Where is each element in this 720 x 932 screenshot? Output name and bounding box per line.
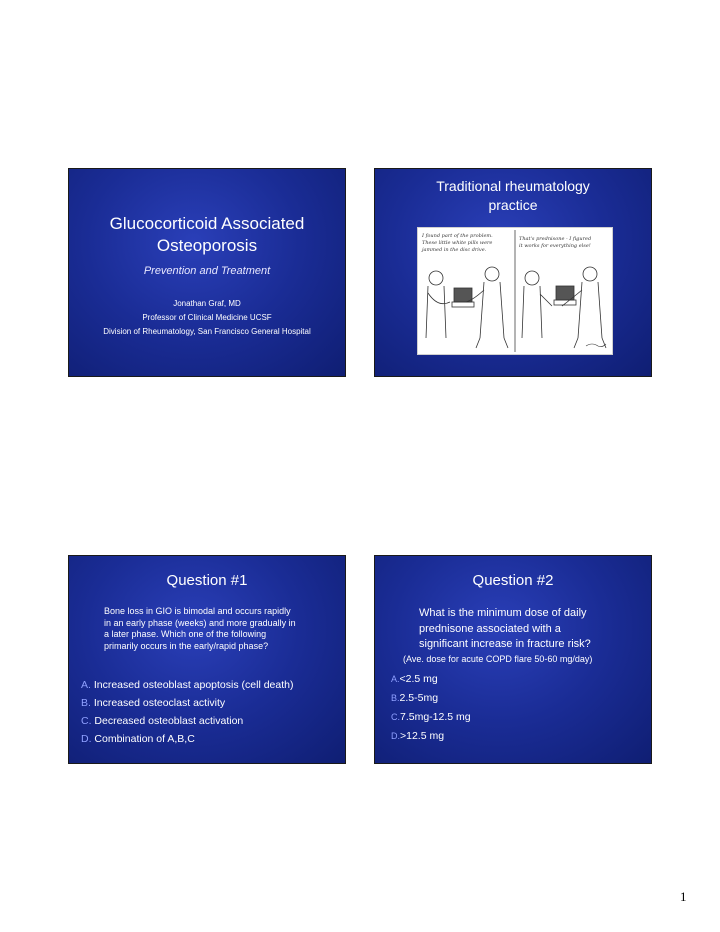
- cartoon-caption-left-2: These little white pills were: [422, 240, 493, 246]
- cartoon-image: [417, 227, 613, 355]
- question-note: (Ave. dose for acute COPD flare 50-60 mg/day): [403, 654, 593, 664]
- cartoon-caption-right-2: it works for everything else!: [519, 243, 591, 249]
- author-position: Professor of Clinical Medicine UCSF: [142, 313, 272, 322]
- slide-question-2: [374, 555, 652, 764]
- slide-title: [68, 168, 346, 377]
- answer-options: [391, 670, 471, 746]
- answer-option: A.<2.5 mg: [391, 673, 438, 685]
- cartoon-right-figures: [522, 267, 606, 348]
- presentation-subtitle: Prevention and Treatment: [143, 265, 271, 277]
- answer-option: B.2.5-5mg: [391, 692, 439, 704]
- page-number: 1: [680, 889, 687, 904]
- cartoon-caption-right-1: That's prednisone - I figured: [519, 236, 592, 242]
- presentation-title: Glucocorticoid Associated Osteoporosis: [109, 214, 305, 255]
- answer-option: A. Increased osteoblast apoptosis (cell death): [81, 679, 294, 691]
- cartoon-caption-left-3: jammed in the disc drive.: [422, 247, 487, 253]
- answer-options: [81, 676, 293, 748]
- slide-traditional-practice: [374, 168, 652, 377]
- answer-option: C.7.5mg-12.5 mg: [391, 711, 471, 723]
- answer-option: C. Decreased osteoblast activation: [81, 715, 244, 727]
- answer-option: D. Combination of A,B,C: [81, 733, 195, 745]
- author-block: [69, 297, 345, 339]
- question-stem: Bone loss in GIO is bimodal and occurs rapidly in an early phase (weeks) and more gradually in a later phase. Which one of the following primarily occurs in the early/rapid phase?: [104, 606, 296, 651]
- slide-heading: Traditional rheumatology practice: [436, 178, 590, 213]
- cartoon-drawing: [418, 228, 612, 354]
- answer-option: B. Increased osteoclast activity: [81, 697, 226, 709]
- question-stem: What is the minimum dose of daily prednisone associated with a significant increase in fracture risk?: [419, 607, 591, 650]
- question-title: Question #2: [472, 572, 554, 589]
- question-title: Question #1: [166, 572, 248, 589]
- author-name: Jonathan Graf, MD: [173, 299, 241, 308]
- cartoon-left-figures: [426, 267, 508, 348]
- answer-option: D.>12.5 mg: [391, 730, 445, 742]
- cartoon-caption-left-1: I found part of the problem.: [422, 233, 493, 239]
- slide-question-1: [68, 555, 346, 764]
- author-division: Division of Rheumatology, San Francisco General Hospital: [103, 327, 311, 336]
